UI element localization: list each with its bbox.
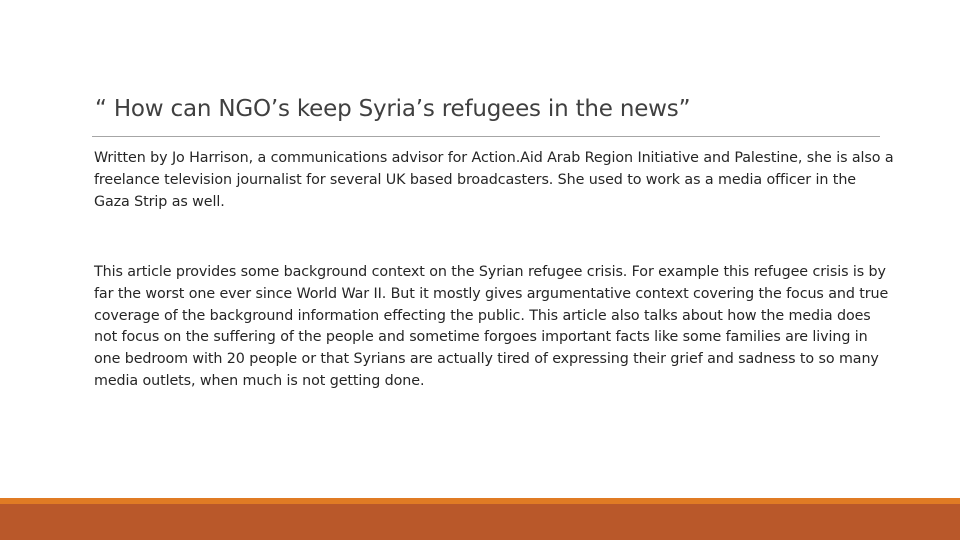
summary-paragraph: This article provides some background context on the Syrian refugee crisis. For example this refugee crisis is by far the worst one ever since World War II. But it mostly gives argumentative context covering the focus and true coverage of the background information effecting the public. This article also talks about how the media does not focus on the suffering of the people and sometime forgoes important facts like some families are living in one bedroom with 20 people or that Syrians are actually tired of expressing their grief and sadness to so many media outlets, when much is not getting done. xyxy=(94,264,889,389)
author-paragraph: Written by Jo Harrison, a communications advisor for Action.Aid Arab Region Initiative and Palestine, she is also a freelance television journalist for several UK based broadcasters. She used to work as a media officer in the Gaza Strip as well. xyxy=(94,150,894,210)
slide-title: “ How can NGO’s keep Syria’s refugees in the news” xyxy=(95,96,691,122)
footer-band xyxy=(0,504,960,540)
title-divider xyxy=(92,136,880,137)
